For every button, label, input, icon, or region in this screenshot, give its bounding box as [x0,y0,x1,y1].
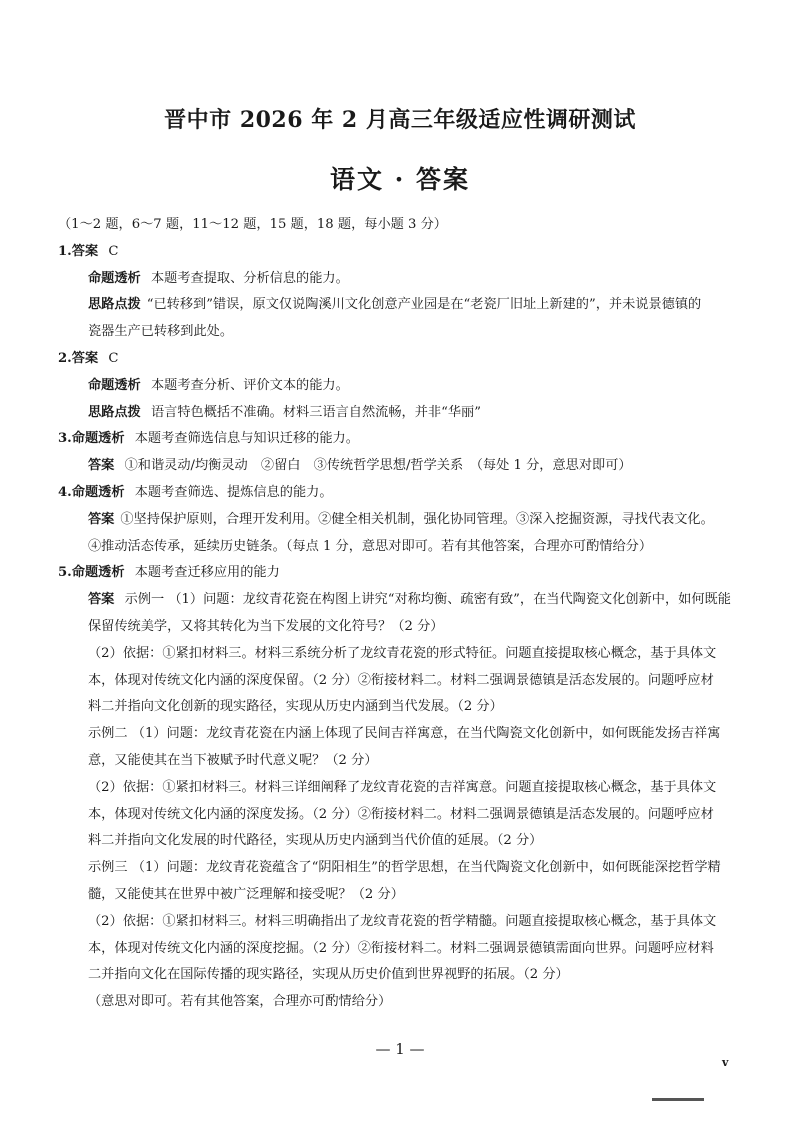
q5-example1-question-2: 保留传统美学，又将其转化为当下发展的文化符号？（2 分） [88,618,444,634]
q5-example2-question-1: （1）问题：龙纹青花瓷在内涵上体现了民间吉祥寓意，在当代陶瓷文化创新中，如何既能发扬吉祥寓 [131,726,721,742]
page-number: — 1 — [375,1040,425,1058]
q4-number: 4. [58,484,72,500]
q4-intent-label: 命题透析 [71,484,125,500]
q5-example2-basis-2: 本，体现对传统文化内涵的深度发扬。（2 分）②衔接材料二。材料二强调景德镇是活态发展的。问题呼应材 [88,806,714,822]
q2-intent-line [58,373,730,400]
q5-intent-label: 命题透析 [71,565,125,581]
q3-intent-line [58,426,730,453]
q5-example3-basis-2: 本，体现对传统文化内涵的深度挖掘。（2 分）②衔接材料二。材料二强调景德镇需面向世界。问题呼应材料 [88,940,714,956]
q4-answer-line [58,507,730,534]
q1-hint-line [58,292,730,319]
q5-example1-label: 示例一 [124,592,165,608]
scan-mark-divider [652,1098,704,1101]
q5-example3-label: 示例三 [88,860,128,876]
q5-example1-question-line [58,587,730,614]
q4-intent-line [58,480,730,507]
q1-number: 1. [58,243,72,259]
q5-example3-question-1: （1）问题：龙纹青花瓷蕴含了“阴阳相生”的哲学思想，在当代陶瓷文化创新中，如何既能深挖哲学精 [131,860,721,876]
q5-number: 5. [58,565,72,581]
q1-hint-text-1: “已转移到”错误，原文仅说陶溪川文化创意产业园是在“老瓷厂旧址上新建的”，并未说景德镇的 [146,297,702,313]
q1-hint-label: 思路点拨 [88,297,141,313]
q2-hint-text: 语言特色概括不准确。材料三语言自然流畅，并非“华丽” [150,404,481,420]
q3-answer-line [58,453,730,480]
q1-hint-line-2: 瓷器生产已转移到此处。 [88,324,234,340]
q4-intent-text: 本题考查筛选、提炼信息的能力。 [134,484,333,500]
q5-example1-basis-3: 料二并指向文化创新的现实路径，实现从历史内涵到当代发展。（2 分） [88,699,503,715]
q5-example2-question-2: 意，又能使其在当下被赋予时代意义呢？（2 分） [88,752,378,768]
q1-intent-line [58,266,730,293]
q5-example3-question-line [58,855,730,882]
corner-mark: v [722,1056,729,1069]
q2-answer-value: C [108,350,119,366]
q5-closing-note: （意思对即可。若有其他答案，合理亦可酌情给分） [88,994,392,1010]
q5-intent-text: 本题考查迁移应用的能力 [134,565,280,581]
q5-example2-basis-1: （2）依据：①紧扣材料三。材料三详细阐释了龙纹青花瓷的吉祥寓意。问题直接提取核心概念，基于具体文 [88,779,717,795]
q5-example1-basis-2: 本，体现对传统文化内涵的深度保留。（2 分）②衔接材料二。材料二强调景德镇是活态发展的。问题呼应材 [88,672,714,688]
q5-example3-basis-1: （2）依据：①紧扣材料三。材料三明确指出了龙纹青花瓷的哲学精髓。问题直接提取核心概念，基于具体文 [88,913,717,929]
q2-number: 2. [58,350,72,366]
q5-intent-line [58,560,730,587]
q5-example2-question-line [58,721,730,748]
q4-answer-label: 答案 [88,511,115,527]
q2-intent-text: 本题考查分析、评价文本的能力。 [150,377,349,393]
q1-intent-label: 命题透析 [88,270,141,286]
q2-answer-label: 答案 [71,350,99,366]
q4-answer-text-1: ①坚持保护原则，合理开发利用。②健全相关机制，强化协同管理。③深入挖掘资源，寻找代表文化。 [120,511,714,527]
q4-answer-line-2: ④推动活态传承，延续历史链条。（每点 1 分，意思对即可。若有其他答案，合理亦可酌情给分） [88,538,653,554]
q2-hint-label: 思路点拨 [88,404,141,420]
page-title: 晋中市 2026 年 2 月高三年级适应性调研测试 [164,107,636,133]
q3-intent-label: 命题透析 [71,431,125,447]
q5-example2-basis-3: 料二并指向文化发展的时代路径，实现从历史内涵到当代价值的延展。（2 分） [88,833,543,849]
q2-intent-label: 命题透析 [88,377,141,393]
answer-content [58,212,730,1016]
q3-number: 3. [58,431,72,447]
q1-answer-line [58,239,730,266]
q3-intent-text: 本题考查筛选信息与知识迁移的能力。 [134,431,359,447]
q5-example3-basis-3: 二并指向文化在国际传播的现实路径，实现从历史价值到世界视野的拓展。（2 分） [88,967,569,983]
q3-answer-label: 答案 [88,458,115,474]
q5-example3-question-2: 髓，又能使其在世界中被广泛理解和接受呢？（2 分） [88,886,404,902]
q5-example2-label: 示例二 [88,726,128,742]
q5-example1-question-1: （1）问题：龙纹青花瓷在构图上讲究“对称均衡、疏密有致”，在当代陶瓷文化创新中，如何既能 [168,592,731,608]
q1-intent-text: 本题考查提取、分析信息的能力。 [150,270,349,286]
q2-answer-line [58,346,730,373]
scoring-note: （1～2 题，6～7 题，11～12 题，15 题，18 题，每小题 3 分） [58,217,447,232]
q1-answer-value: C [108,243,119,259]
q3-answer-text: ①和谐灵动/均衡灵动 ②留白 ③传统哲学思想/哲学关系 （每处 1 分，意思对即可） [124,458,632,474]
q2-hint-line [58,400,730,427]
q1-answer-label: 答案 [71,243,99,259]
page-subtitle: 语文 · 答案 [329,165,471,194]
q5-answer-label: 答案 [88,592,115,608]
q5-example1-basis-1: （2）依据：①紧扣材料三。材料三系统分析了龙纹青花瓷的形式特征。问题直接提取核心概念，基于具体文 [88,645,717,661]
